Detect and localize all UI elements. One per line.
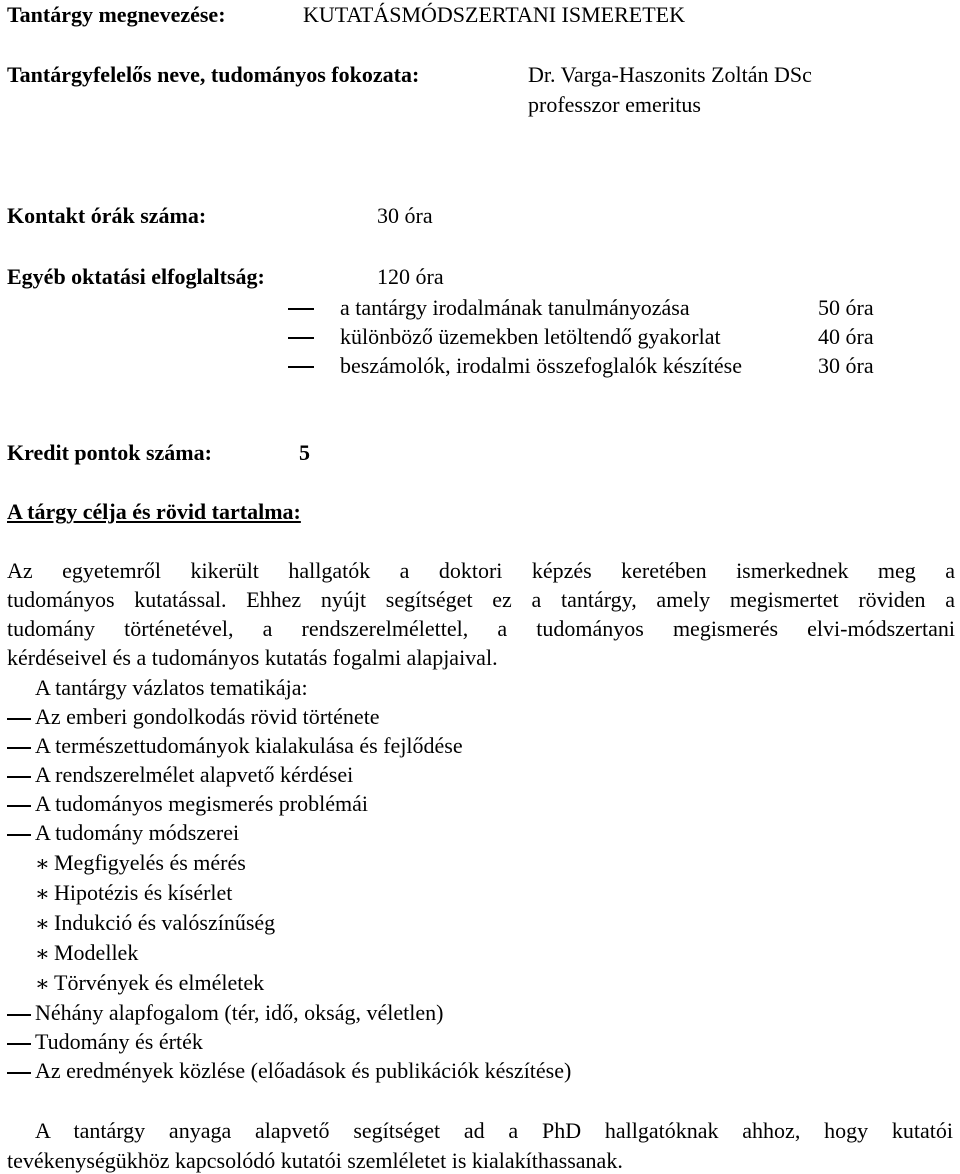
dash-icon [7, 718, 31, 720]
paragraph-line: tudomány történetével, a rendszerelmélettel, a tudományos megismerés elvi-módszertani [7, 616, 955, 641]
credits-value: 5 [299, 440, 310, 465]
subtopic-item: Modellek [54, 940, 139, 965]
activity-item-hours: 40 óra [818, 324, 874, 349]
subtopic-item: Hipotézis és kísérlet [54, 880, 233, 905]
subtopic-item: Indukció és valószínűség [54, 910, 276, 935]
responsible-label: Tantárgyfelelős neve, tudományos fokozata: [7, 62, 420, 87]
goal-heading: A tárgy célja és rövid tartalma: [7, 499, 301, 524]
contact-hours-label: Kontakt órák száma: [7, 203, 207, 228]
dash-icon [288, 337, 314, 339]
topic-item: Tudomány és érték [35, 1029, 203, 1054]
paragraph-line: Az egyetemről kikerült hallgatók a doktori képzés keretében ismerkednek meg a [7, 558, 955, 583]
dash-icon [7, 1072, 31, 1074]
dash-icon [7, 776, 31, 778]
paragraph-line: kérdéseivel és a tudományos kutatás fogalmi alapjaival. [7, 645, 498, 670]
paragraph-line: tudományos kutatással. Ehhez nyújt segítséget ez a tantárgy, amely megismertet röviden a [7, 587, 955, 612]
closing-line: A tantárgy anyaga alapvető segítséget ad a PhD hallgatóknak ahhoz, hogy kutatói [35, 1118, 953, 1143]
asterisk-icon: ∗ [35, 911, 50, 936]
outline-intro: A tantárgy vázlatos tematikája: [35, 675, 308, 700]
dash-icon [7, 834, 31, 836]
course-name-label: Tantárgy megnevezése: [7, 2, 226, 27]
course-name-value: KUTATÁSMÓDSZERTANI ISMERETEK [303, 2, 685, 27]
closing-line: tevékenységükhöz kapcsolódó kutatói szemléletet is kialakíthassanak. [7, 1148, 623, 1173]
topic-item: Néhány alapfogalom (tér, idő, okság, véletlen) [35, 1000, 444, 1025]
dash-icon [288, 366, 314, 368]
subtopic-item: Megfigyelés és mérés [54, 850, 246, 875]
topic-item: Az emberi gondolkodás rövid története [35, 704, 380, 729]
activity-item-hours: 50 óra [818, 295, 874, 320]
dash-icon [7, 1014, 31, 1016]
other-activities-value: 120 óra [377, 264, 444, 289]
asterisk-icon: ∗ [35, 851, 50, 876]
responsible-name: Dr. Varga-Haszonits Zoltán DSc [528, 62, 812, 87]
dash-icon [288, 308, 314, 310]
responsible-title: professzor emeritus [528, 92, 701, 117]
credits-label: Kredit pontok száma: [7, 440, 212, 465]
subtopic-item: Törvények és elméletek [54, 970, 265, 995]
activity-item-hours: 30 óra [818, 353, 874, 378]
contact-hours-value: 30 óra [377, 203, 433, 228]
dash-icon [7, 1043, 31, 1045]
asterisk-icon: ∗ [35, 941, 50, 966]
topic-item: A természettudományok kialakulása és fejlődése [35, 733, 463, 758]
topic-item: A tudomány módszerei [35, 820, 240, 845]
asterisk-icon: ∗ [35, 971, 50, 996]
topic-item: Az eredmények közlése (előadások és publikációk készítése) [35, 1058, 572, 1083]
dash-icon [7, 805, 31, 807]
activity-item-text: a tantárgy irodalmának tanulmányozása [340, 295, 690, 320]
activity-item-text: beszámolók, irodalmi összefoglalók készítése [340, 353, 742, 378]
other-activities-label: Egyéb oktatási elfoglaltság: [7, 264, 265, 289]
topic-item: A rendszerelmélet alapvető kérdései [35, 762, 354, 787]
dash-icon [7, 747, 31, 749]
activity-item-text: különböző üzemekben letöltendő gyakorlat [340, 324, 721, 349]
topic-item: A tudományos megismerés problémái [35, 791, 368, 816]
asterisk-icon: ∗ [35, 881, 50, 906]
